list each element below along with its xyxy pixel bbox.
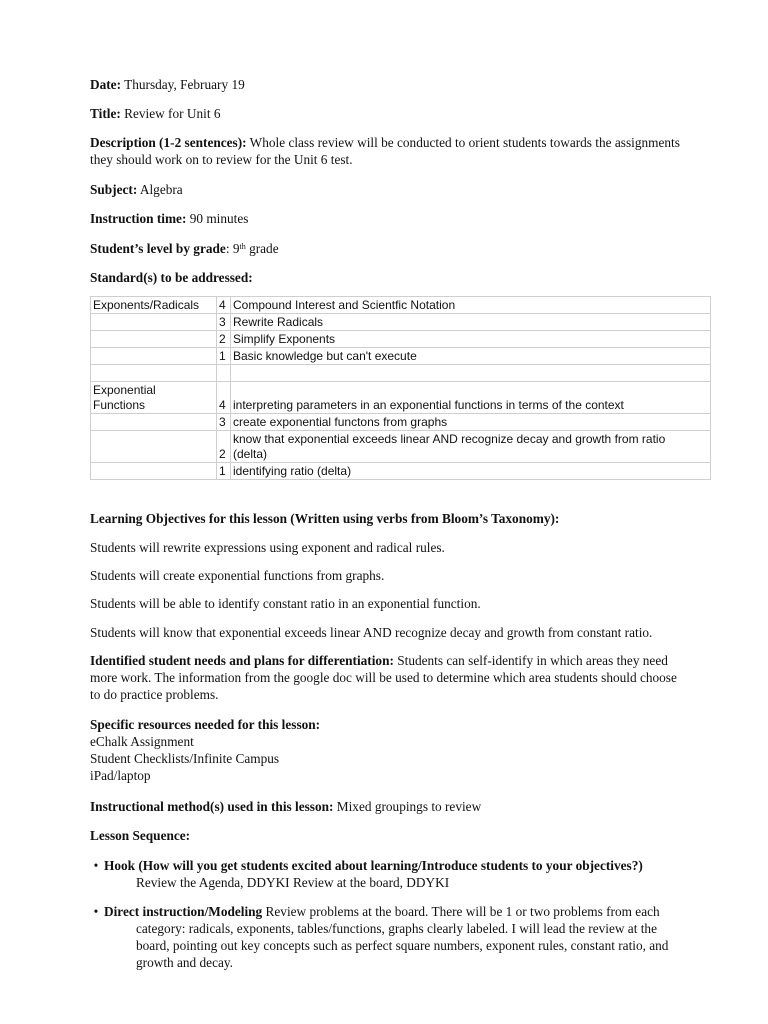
- description-block: [90, 134, 710, 168]
- subject-line: [90, 181, 183, 198]
- resources-block: [90, 716, 710, 784]
- table-row: Exponents/Radicals 4 Compound Interest and Scientfic Notation: [91, 297, 711, 314]
- table-row: 3 Rewrite Radicals: [91, 314, 711, 331]
- title-label: Title:: [90, 106, 121, 121]
- resource-item: Student Checklists/Infinite Campus: [90, 751, 280, 766]
- method-line: [90, 798, 481, 815]
- title-value: Review for Unit 6: [124, 106, 221, 121]
- title-line: [90, 105, 221, 122]
- instruction-time-line: [90, 210, 248, 227]
- subject-value: Algebra: [139, 182, 183, 197]
- table-row: 1 Basic knowledge but can't execute: [91, 348, 711, 365]
- method-value: Mixed groupings to review: [336, 799, 482, 814]
- differentiation-block: Identified student needs and plans for differentiation: Students can self-identify in which areas they need more work. The information from the google doc will be used to determine which area students should choose to do practice problems.: [90, 653, 677, 702]
- description-label: Description (1-2 sentences):: [90, 135, 247, 150]
- hook-label: Hook (How will you get students excited about learning/Introduce students to your objectives?): [104, 858, 643, 873]
- standards-heading: Standard(s) to be addressed:: [90, 270, 253, 285]
- table-row: 3 create exponential functons from graphs: [91, 414, 711, 431]
- date-line: [90, 76, 245, 93]
- table-row: 2 Simplify Exponents: [91, 331, 711, 348]
- table-row: 2 know that exponential exceeds linear AND recognize decay and growth from ratio (delta): [91, 431, 711, 463]
- bullet-icon: •: [93, 904, 99, 919]
- table-row: [91, 365, 711, 382]
- grade-level-label: Student’s level by grade: [90, 241, 226, 256]
- table-row: 1 identifying ratio (delta): [91, 463, 711, 480]
- standards-table: [90, 296, 711, 480]
- direct-instruction-label: Direct instruction/Modeling: [104, 904, 263, 919]
- description-text-2: they should work on to review for the Unit 6 test.: [90, 152, 353, 167]
- table-row: Exponential Functions 4 interpreting parameters in an exponential functions in terms of the context: [91, 382, 711, 414]
- resources-label: Specific resources needed for this lesson:: [90, 717, 321, 732]
- grade-number: 9: [232, 241, 240, 256]
- sequence-heading: Lesson Sequence:: [90, 828, 191, 843]
- resource-item: eChalk Assignment: [90, 734, 194, 749]
- resource-item: iPad/laptop: [90, 768, 151, 783]
- objectives-heading: Learning Objectives for this lesson (Written using verbs from Bloom’s Taxonomy):: [90, 511, 560, 526]
- objective-item: Students will rewrite expressions using exponent and radical rules.: [90, 540, 445, 555]
- objective-item: Students will create exponential functions from graphs.: [90, 568, 385, 583]
- differentiation-label: Identified student needs and plans for differentiation:: [90, 653, 394, 668]
- instruction-time-label: Instruction time:: [90, 211, 187, 226]
- date-label: Date:: [90, 77, 122, 92]
- objective-item: Students will know that exponential exceeds linear AND recognize decay and growth from constant ratio.: [90, 625, 653, 640]
- grade-suffix: grade: [249, 241, 279, 256]
- date-value: Thursday, February 19: [124, 77, 245, 92]
- subject-label: Subject:: [90, 182, 138, 197]
- hook-text: Review the Agenda, DDYKI Review at the board, DDYKI: [136, 875, 450, 890]
- method-label: Instructional method(s) used in this lesson:: [90, 799, 334, 814]
- instruction-time-value: 90 minutes: [189, 211, 249, 226]
- objective-item: Students will be able to identify constant ratio in an exponential function.: [90, 596, 481, 611]
- bullet-icon: •: [93, 858, 99, 873]
- grade-level-line: Student’s level by grade: 9th grade: [90, 241, 279, 256]
- description-text-1: Whole class review will be conducted to orient students towards the assignments: [249, 135, 680, 150]
